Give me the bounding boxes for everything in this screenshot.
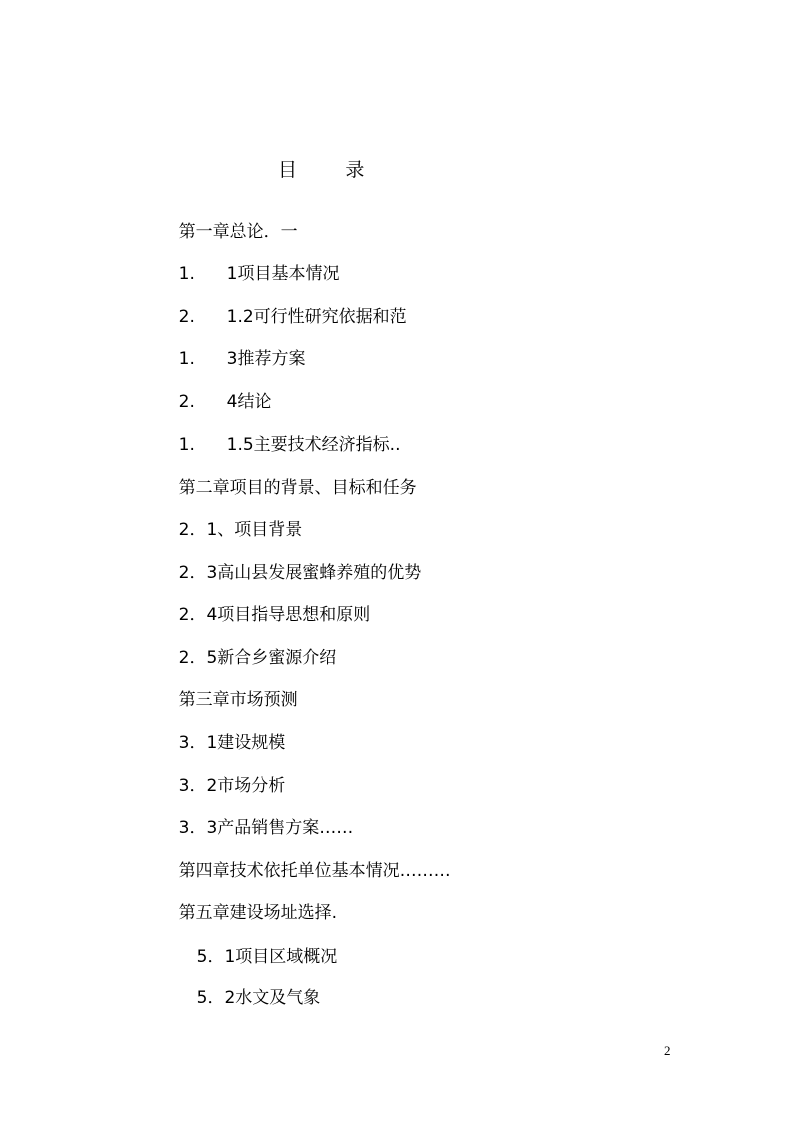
toc-entry-text: 3．3产品销售方案……	[178, 818, 354, 838]
toc-entry-number: 2.	[178, 392, 195, 412]
toc-entry	[175, 965, 320, 1031]
toc-entry-number: 1.	[178, 349, 195, 369]
toc-entry-number: 1.	[178, 264, 195, 284]
toc-entry-number: 2.	[178, 307, 195, 327]
toc-entry-text: 2．1、项目背景	[178, 520, 303, 540]
toc-entry-text: 1.5主要技术经济指标..	[226, 435, 401, 455]
toc-entry-text: 3推荐方案	[226, 349, 306, 369]
toc-entry-text: 第四章技术依托单位基本情况………	[178, 861, 451, 881]
page-title: 目 录	[278, 159, 365, 181]
toc-entry-text: 1项目基本情况	[226, 264, 340, 284]
toc-entry-text: 第一章总论．一	[178, 222, 298, 242]
toc-entry-text: 第二章项目的背景、目标和任务	[178, 478, 417, 498]
toc-entry-text: 1.2可行性研究依据和范	[226, 307, 407, 327]
toc-entry-text: 第三章市场预测	[178, 690, 298, 710]
toc-entry-text: 5．1项目区域概况	[196, 947, 338, 967]
page-number: 2	[664, 1043, 671, 1058]
toc-entry-text: 3．1建设规模	[178, 733, 286, 753]
toc-entry-text: 2．4项目指导思想和原则	[178, 605, 371, 625]
toc-entry-text: 2．3高山县发展蜜蜂养殖的优势	[178, 563, 422, 583]
toc-entry-text: 第五章建设场址选择.	[178, 903, 338, 923]
toc-entry-text: 2．5新合乡蜜源介绍	[178, 648, 337, 668]
toc-entry-text: 5．2水文及气象	[196, 988, 321, 1008]
toc-entry-text: 4结论	[226, 392, 272, 412]
toc-entry-number: 1.	[178, 435, 195, 455]
toc-entry-text: 3．2市场分析	[178, 776, 286, 796]
